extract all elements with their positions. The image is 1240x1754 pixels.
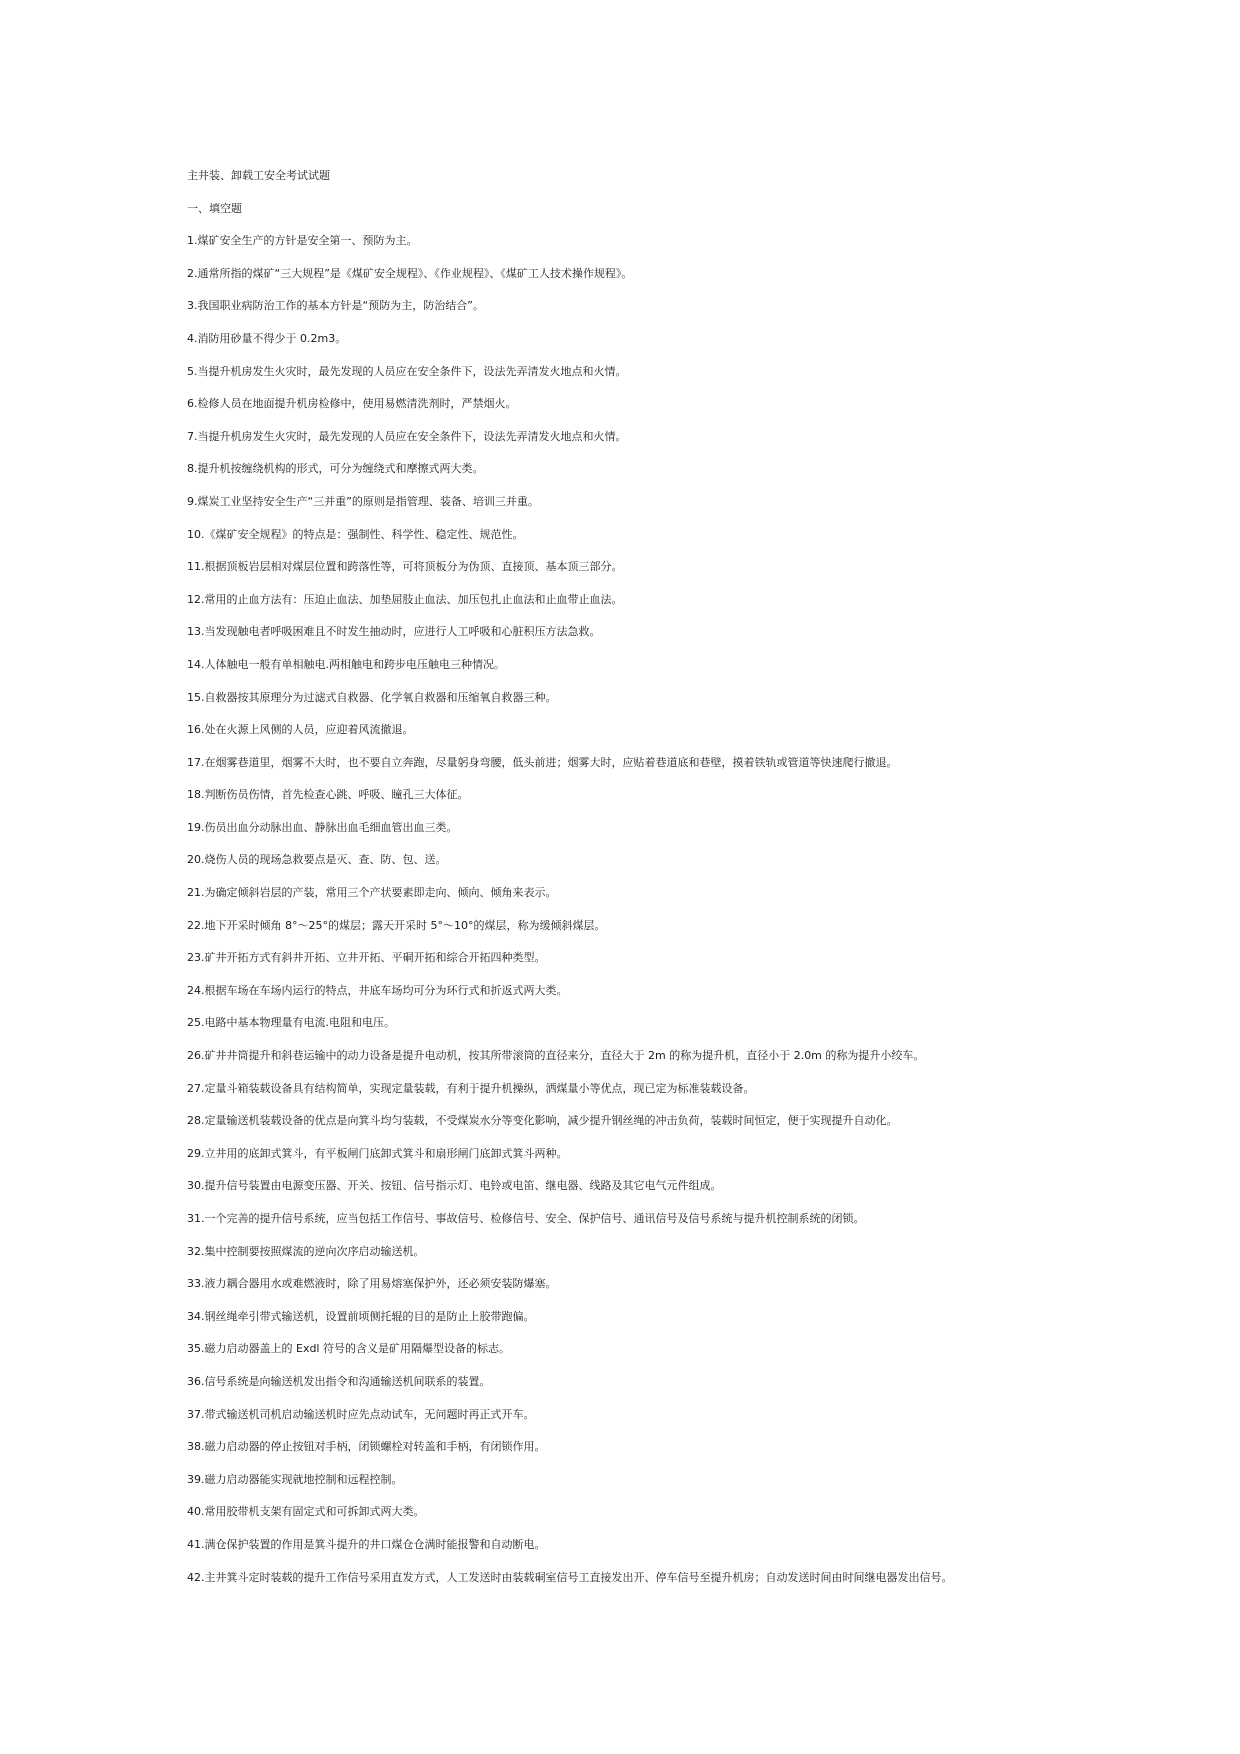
question-item: 38.磁力启动器的停止按钮对手柄，闭锁螺栓对转盖和手柄，有闭锁作用。 [187, 1440, 546, 1454]
question-item: 29.立井用的底卸式箕斗，有平板闸门底卸式箕斗和扇形闸门底卸式箕斗两种。 [187, 1146, 568, 1160]
question-item: 13.当发现触电者呼吸困难且不时发生抽动时，应进行人工呼吸和心脏积压方法急救。 [187, 625, 601, 639]
question-item: 7.当提升机房发生火灾时，最先发现的人员应在安全条件下，设法先弄清发火地点和火情。 [187, 429, 627, 443]
question-item: 42.主井箕斗定时装载的提升工作信号采用直发方式，人工发送时由装载硐室信号工直接发出开、停车信号至提升机房；自动发送时间由时间继电器发出信号。 [187, 1570, 953, 1584]
question-item: 20.烧伤人员的现场急救要点是灭、查、防、包、送。 [187, 853, 447, 867]
document-title: 主井装、卸载工安全考试试题 [187, 169, 330, 182]
question-item: 3.我国职业病防治工作的基本方针是“预防为主，防治结合”。 [187, 299, 484, 313]
question-item: 8.提升机按缠绕机构的形式，可分为缠绕式和摩擦式两大类。 [187, 462, 484, 476]
question-item: 27.定量斗箱装载设备具有结构简单，实现定量装载，有利于提升机操纵，洒煤量小等优点，现已定为标准装载设备。 [187, 1081, 755, 1095]
question-item: 30.提升信号装置由电源变压器、开关、按钮、信号指示灯、电铃或电笛、继电器、线路及其它电气元件组成。 [187, 1179, 722, 1193]
question-item: 37.带式输送机司机启动输送机时应先点动试车，无问题时再正式开车。 [187, 1407, 535, 1421]
question-item: 4.消防用砂量不得少于 0.2m3。 [187, 331, 347, 345]
question-item: 16.处在火源上风侧的人员，应迎着风流撤退。 [187, 723, 414, 737]
question-item: 22.地下开采时倾角 8°～25°的煤层；露天开采时 5°～10°的煤层，称为缓倾斜煤层。 [187, 918, 606, 932]
question-item: 10.《煤矿安全规程》的特点是：强制性、科学性、稳定性、规范性。 [187, 527, 524, 541]
question-item: 26.矿井井筒提升和斜巷运输中的动力设备是提升电动机，按其所带滚筒的直径来分，直径大于 2m 的称为提升机，直径小于 2.0m 的称为提升小绞车。 [187, 1049, 925, 1063]
question-item: 36.信号系统是向输送机发出指令和沟通输送机间联系的装置。 [187, 1374, 491, 1388]
question-item: 41.满仓保护装置的作用是箕斗提升的井口煤仓仓满时能报警和自动断电。 [187, 1537, 546, 1551]
question-item: 14.人体触电一般有单相触电.两相触电和跨步电压触电三种情况。 [187, 657, 505, 671]
question-item: 35.磁力启动器盖上的 Exdl 符号的含义是矿用隔爆型设备的标志。 [187, 1342, 510, 1356]
question-item: 32.集中控制要按照煤流的逆向次序启动输送机。 [187, 1244, 425, 1258]
question-item: 18.判断伤员伤情，首先检查心跳、呼吸、瞳孔三大体征。 [187, 788, 469, 802]
question-item: 28.定量输送机装载设备的优点是向箕斗均匀装载，不受煤炭水分等变化影响，减少提升钢丝绳的冲击负荷，装载时间恒定，便于实现提升自动化。 [187, 1114, 898, 1128]
question-item: 39.磁力启动器能实现就地控制和远程控制。 [187, 1472, 403, 1486]
question-item: 34.钢丝绳牵引带式输送机，设置前顷侧托辊的目的是防止上胶带跑偏。 [187, 1309, 535, 1323]
question-item: 31.一个完善的提升信号系统，应当包括工作信号、事故信号、检修信号、安全、保护信号、通讯信号及信号系统与提升机控制系统的闭锁。 [187, 1212, 865, 1225]
question-item: 9.煤炭工业坚持安全生产“三并重”的原则是指管理、装备、培训三并重。 [187, 494, 539, 508]
question-item: 25.电路中基本物理量有电流.电阻和电压。 [187, 1016, 395, 1030]
question-item: 23.矿井开拓方式有斜井开拓、立井开拓、平硐开拓和综合开拓四种类型。 [187, 951, 546, 965]
question-list [187, 234, 1197, 1584]
question-item: 6.检修人员在地面提升机房检修中，使用易燃清洗剂时，严禁烟火。 [187, 397, 517, 411]
section-heading: 一、填空题 [187, 201, 242, 215]
question-item: 33.液力耦合器用水或难燃液时，除了用易熔塞保护外，还必须安装防爆塞。 [187, 1277, 557, 1291]
question-item: 19.伤员出血分动脉出血、静脉出血毛细血管出血三类。 [187, 820, 458, 834]
question-item: 5.当提升机房发生火灾时，最先发现的人员应在安全条件下，设法先弄清发火地点和火情。 [187, 364, 627, 378]
question-item: 11.根据顶板岩层相对煤层位置和跨落性等，可将顶板分为伪顶、直接顶、基本顶三部分。 [187, 560, 623, 574]
question-item: 2.通常所指的煤矿“三大规程”是《煤矿安全规程》、《作业规程》、《煤矿工人技术操作规程》。 [187, 266, 633, 280]
question-item: 17.在烟雾巷道里，烟雾不大时，也不要自立奔跑，尽量躬身弯腰，低头前进；烟雾大时，应贴着巷道底和巷壁，摸着铁轨或管道等快速爬行撤退。 [187, 755, 898, 769]
question-item: 21.为确定倾斜岩层的产装，常用三个产状要素即走向、倾向、倾角来表示。 [187, 886, 557, 900]
question-item: 1.煤矿安全生产的方针是安全第一、预防为主。 [187, 234, 418, 248]
document-page [187, 169, 1197, 1603]
question-item: 15.自救器按其原理分为过滤式自救器、化学氧自救器和压缩氧自救器三种。 [187, 690, 557, 704]
question-item: 12.常用的止血方法有：压迫止血法、加垫屈肢止血法、加压包扎止血法和止血带止血法。 [187, 592, 623, 606]
question-item: 40.常用胶带机支架有固定式和可拆卸式两大类。 [187, 1505, 425, 1519]
question-item: 24.根据车场在车场内运行的特点，井底车场均可分为环行式和折返式两大类。 [187, 983, 568, 997]
